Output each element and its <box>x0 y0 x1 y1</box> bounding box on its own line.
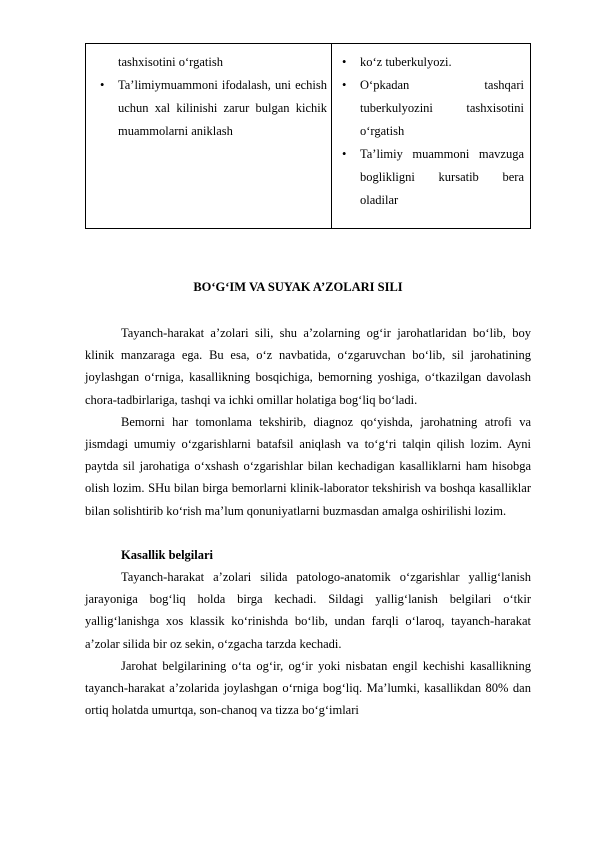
subheading: Kasallik belgilari <box>121 547 214 562</box>
left-continued-text: tashxisotini o‘rgatish <box>118 55 223 69</box>
list-item-text: ko‘z tuberkulyozi. <box>360 55 452 69</box>
bullet-icon: • <box>342 147 347 161</box>
bullet-icon: • <box>342 55 347 69</box>
list-item-text: Ta’limiymuammoni ifodalash, uni echish uchun xal kilinishi zarur bulgan kichik muammolarni aniklash <box>118 78 327 138</box>
table-left-cell <box>86 44 332 228</box>
bullet-icon: • <box>342 78 347 92</box>
document-body <box>85 322 531 721</box>
list-item <box>339 143 524 212</box>
list-item-text: O‘pkadan tashqari tuberkulyozini tashxisotini o‘rgatish <box>360 78 524 138</box>
spacer <box>85 522 531 544</box>
list-item <box>339 51 524 74</box>
paragraph: Tayanch-harakat a’zolari silida patologo-anatomik o‘zgarishlar yallig‘lanish jarayoniga bog‘liq holda birga kechadi. Sildagi yallig‘lanish belgilari o‘tkir yallig‘lanishga xos klassik ko‘rinishda bo‘lib, undan farqli o‘laroq, tayanch-harakat a’zolar silida bir oz sekin, o‘zgacha tarzda kechadi. <box>85 570 531 651</box>
objectives-table <box>85 43 531 229</box>
list-item-text: Ta’limiy muammoni mavzuga boglikligni kursatib bera oladilar <box>360 147 524 207</box>
paragraph: Tayanch-harakat a’zolari sili, shu a’zolarning og‘ir jarohatlaridan bo‘lib, boy klinik manzaraga ega. Bu esa, o‘z navbatida, o‘zgaruvchan bo‘lib, sil jarohatining joylashgan o‘rniga, kasallikning bosqichiga, bemorning yoshiga, o‘tkazilgan davolash chora-tadbirlariga, tashqi va ichki omillar holatiga bog‘liq bo‘ladi. <box>85 326 531 407</box>
table-right-cell <box>332 44 530 228</box>
list-item <box>97 74 327 143</box>
bullet-icon: • <box>100 78 105 92</box>
section-heading: BO‘G‘IM VA SUYAK A’ZOLARI SILI <box>193 280 403 294</box>
paragraph: Bemorni har tomonlama tekshirib, diagnoz qo‘yishda, jarohatning atrofi va jismdagi umumiy o‘zgarishlarni batafsil aniqlash va to‘g‘ri talqin qilish lozim. Ayni paytda sil jarohatiga o‘xshash o‘zgarishlar bilan kechadigan kasalliklarni ham hisobga olish lozim. SHu bilan birga bemorlarni klinik-laborator tekshirish va boshqa kasalliklar bilan solishtirib ko‘rish ma’lum qonuniyatlarni buzmasdan amalga oshirilishi lozim. <box>85 414 531 518</box>
paragraph: Jarohat belgilarining o‘ta og‘ir, og‘ir yoki nisbatan engil kechishi kasallikning tayanch-harakat a’zolarida joylashgan o‘rniga bog‘liq. Ma’lumki, kasallikdan 80% dan ortiq holatda umurtqa, son-chanoq va tizza bo‘g‘imlari <box>85 658 531 718</box>
list-item <box>339 74 524 143</box>
